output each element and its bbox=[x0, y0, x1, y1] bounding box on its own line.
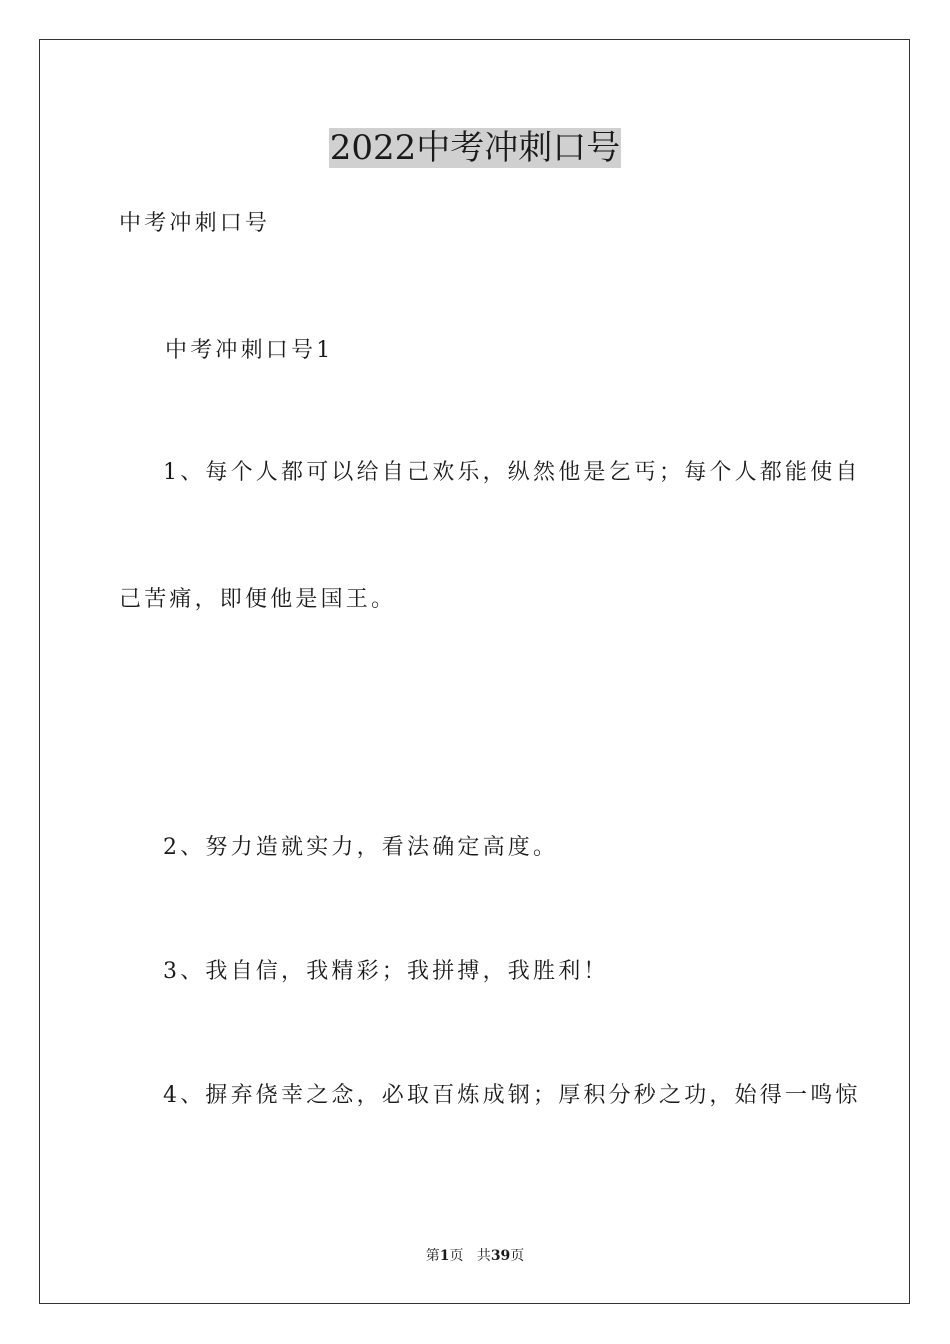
paragraph-4-line-1: 4、摒弃侥幸之念，必取百炼成钢；厚积分秒之功，始得一鸣惊 bbox=[163, 1083, 861, 1108]
footer-total-pages: 39 bbox=[490, 1248, 511, 1264]
document-subtitle: 中考冲刺口号 bbox=[119, 211, 271, 236]
page-footer bbox=[0, 1246, 950, 1266]
footer-page-suffix: 页 bbox=[449, 1248, 464, 1264]
section-heading: 中考冲刺口号1 bbox=[165, 338, 334, 363]
paragraph-1-line-1: 1、每个人都可以给自己欢乐，纵然他是乞丐；每个人都能使自 bbox=[163, 460, 861, 485]
document-title-text: 2022中考冲刺口号 bbox=[329, 128, 621, 168]
footer-page-prefix: 第 bbox=[425, 1248, 440, 1264]
paragraph-2: 2、努力造就实力，看法确定高度。 bbox=[163, 835, 559, 860]
paragraph-3: 3、我自信，我精彩；我拼搏，我胜利！ bbox=[163, 959, 609, 984]
footer-total-prefix: 共 bbox=[476, 1248, 491, 1264]
footer-page-number: 1 bbox=[439, 1248, 450, 1264]
paragraph-1-line-2: 己苦痛，即便他是国王。 bbox=[119, 587, 397, 612]
footer-total-suffix: 页 bbox=[510, 1248, 525, 1264]
document-title bbox=[0, 127, 950, 169]
